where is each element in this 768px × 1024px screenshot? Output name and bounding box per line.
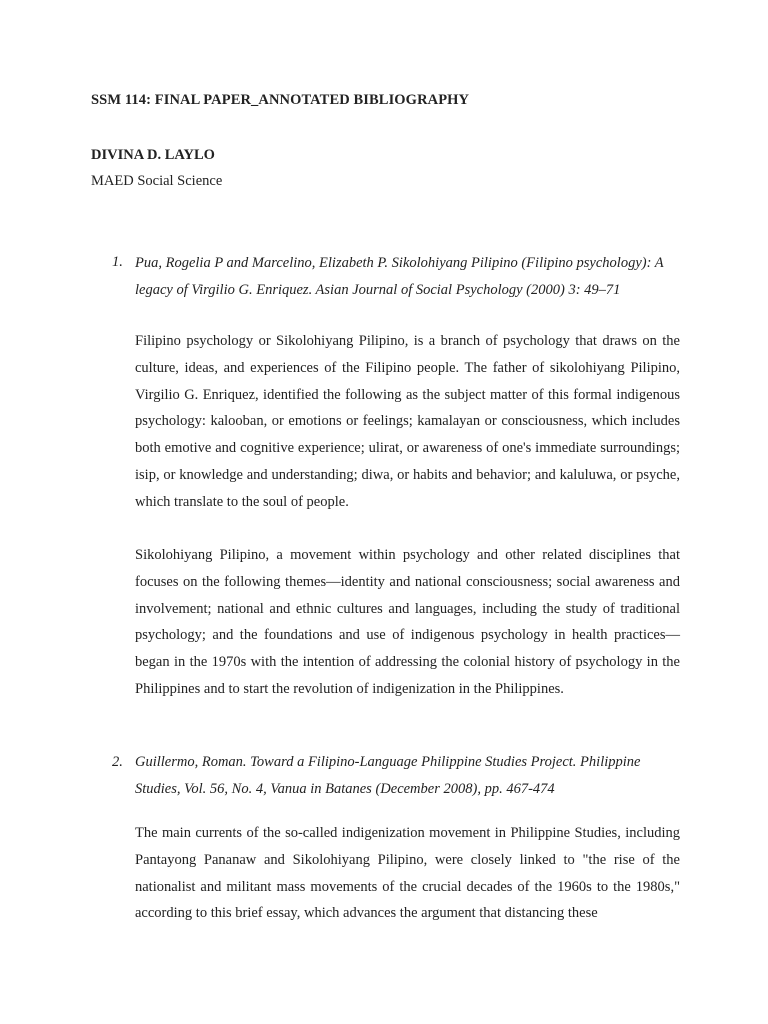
entry-citation: Guillermo, Roman. Toward a Filipino-Language Philippine Studies Project. Philippine Studies, Vol. 56, No. 4, Vanua in Batanes (December 2008), pp. 467-474 bbox=[135, 754, 641, 797]
entry-number: 1. bbox=[112, 254, 123, 270]
entry-citation: Pua, Rogelia P and Marcelino, Elizabeth P. Sikolohiyang Pilipino (Filipino psychology): A legacy of Virgilio G. Enriquez. Asian Journal of Social Psychology (2000) 3: 49–71 bbox=[135, 255, 664, 298]
document-title: SSM 114: FINAL PAPER_ANNOTATED BIBLIOGRAPHY bbox=[91, 92, 470, 108]
entry-paragraph: Sikolohiyang Pilipino, a movement within psychology and other related disciplines that focuses on the following themes—identity and national consciousness; social awareness and involvement; national and ethnic cultures and languages, including the study of traditional psychology; and the foundations and use of indigenous psychology in health practices—began in the 1970s with the intention of addressing the colonial history of psychology in the Philippines and to start the revolution of indigenization in the Philippines. bbox=[135, 547, 680, 697]
entry-number: 2. bbox=[112, 754, 123, 770]
entry-paragraph: Filipino psychology or Sikolohiyang Pilipino, is a branch of psychology that draws on the culture, ideas, and experiences of the Filipino people. The father of sikolohiyang Pilipino, Virgilio G. Enriquez, identified the following as the subject matter of this formal indigenous psychology: kalooban, or emotions or feelings; kamalayan or consciousness, which includes both emotive and cognitive experience; ulirat, or awareness of one's immediate surroundings; isip, or knowledge and understanding; diwa, or habits and behavior; and kaluluwa, or psyche, which translate to the soul of people. bbox=[135, 333, 680, 510]
author-name: DIVINA D. LAYLO bbox=[91, 147, 215, 163]
program-name: MAED Social Science bbox=[91, 173, 223, 189]
entry-paragraph: The main currents of the so-called indigenization movement in Philippine Studies, including Pantayong Pananaw and Sikolohiyang Pilipino, were closely linked to "the rise of the nationalist and militant mass movements of the crucial decades of the 1960s to the 1980s," according to this brief essay, which advances the argument that distancing these bbox=[135, 825, 680, 922]
